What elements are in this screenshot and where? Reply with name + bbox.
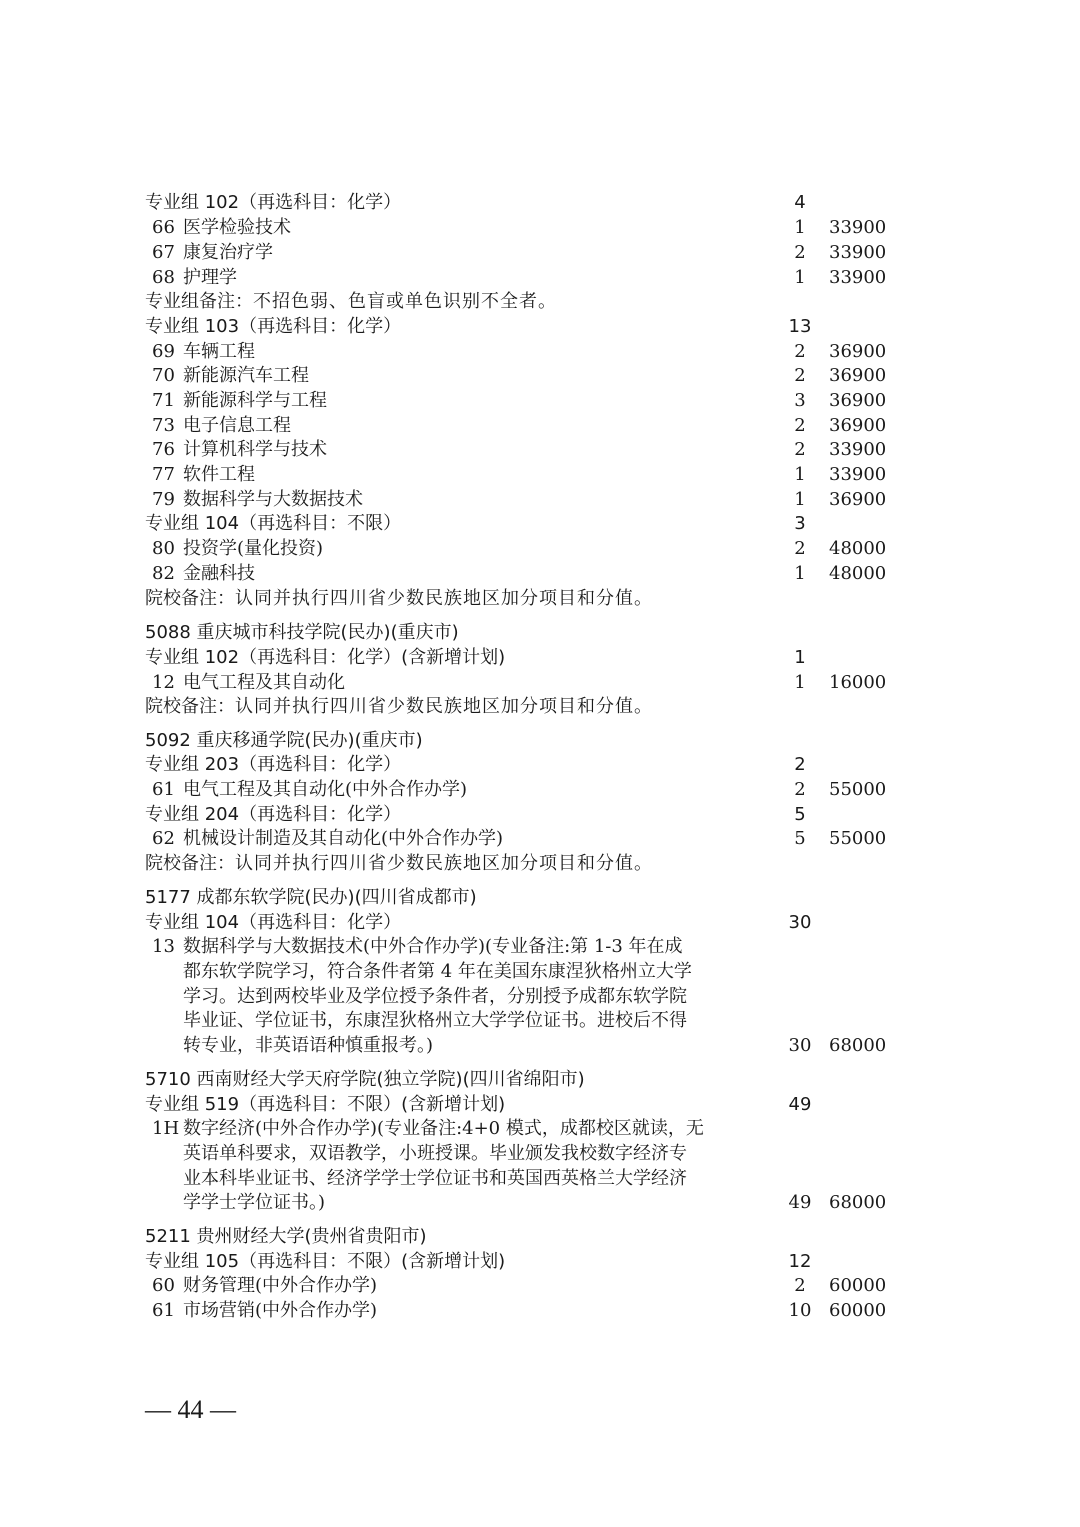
remark-text: 认同并执行四川省少数民族地区加分项目和分值。	[235, 696, 653, 717]
remark-row	[0, 851, 1080, 876]
group-label: 专业组 519（再选科目：不限）(含新增计划)	[145, 1094, 506, 1115]
major-code: 66	[152, 217, 175, 238]
major-row	[0, 437, 1080, 462]
remark-text: 认同并执行四川省少数民族地区加分项目和分值。	[235, 853, 653, 874]
plan-count: 4	[794, 192, 806, 213]
major-name: 投资学(量化投资)	[183, 538, 324, 559]
group-label: 专业组 102（再选科目：化学）	[145, 192, 402, 213]
group-row	[0, 1249, 1080, 1274]
tuition-fee: 48000	[829, 563, 887, 584]
plan-count: 2	[794, 242, 806, 263]
remark-row	[0, 586, 1080, 611]
tuition-fee: 16000	[829, 672, 887, 693]
school-title: 5211 贵州财经大学(贵州省贵阳市)	[145, 1226, 427, 1247]
plan-count: 3	[794, 513, 806, 534]
plan-count: 10	[788, 1300, 812, 1321]
major-code: 1H	[152, 1118, 180, 1139]
plan-count: 1	[794, 464, 806, 485]
major-row	[0, 265, 1080, 290]
school-title: 5088 重庆城市科技学院(民办)(重庆市)	[145, 622, 459, 643]
school-header	[0, 1224, 1080, 1249]
major-row	[0, 240, 1080, 265]
major-row	[0, 561, 1080, 586]
school-header	[0, 620, 1080, 645]
major-row	[0, 363, 1080, 388]
major-row	[0, 215, 1080, 240]
major-note-text: 毕业证、学位证书，东康涅狄格州立大学学位证书。进校后不得	[183, 1010, 687, 1031]
remark-text: 不招色弱、色盲或单色识别不全者。	[253, 291, 557, 312]
major-continuation-row	[0, 1190, 1080, 1215]
group-row	[0, 910, 1080, 935]
major-row	[0, 339, 1080, 364]
major-name: 市场营销(中外合作办学)	[183, 1300, 378, 1321]
major-continuation-row	[0, 1033, 1080, 1058]
school-header	[0, 728, 1080, 753]
plan-count: 2	[794, 415, 806, 436]
major-name: 电气工程及其自动化	[183, 672, 345, 693]
plan-count: 5	[794, 828, 806, 849]
group-label: 专业组 103（再选科目：化学）	[145, 316, 402, 337]
group-label: 专业组 105（再选科目：不限）(含新增计划)	[145, 1251, 506, 1272]
group-label: 专业组 104（再选科目：化学）	[145, 912, 402, 933]
plan-count: 1	[794, 267, 806, 288]
major-code: 73	[152, 415, 175, 436]
remark-label: 专业组备注：	[145, 291, 253, 312]
major-name: 数据科学与大数据技术(中外合作办学)(专业备注:第 1-3 年在成	[183, 936, 683, 957]
major-note-text: 学学士学位证书。)	[183, 1192, 326, 1213]
group-row	[0, 645, 1080, 670]
plan-count: 30	[788, 1035, 812, 1056]
plan-count: 49	[788, 1094, 812, 1115]
tuition-fee: 48000	[829, 538, 887, 559]
tuition-fee: 68000	[829, 1192, 887, 1213]
group-row	[0, 802, 1080, 827]
tuition-fee: 68000	[829, 1035, 887, 1056]
major-name: 电子信息工程	[183, 415, 291, 436]
major-name: 机械设计制造及其自动化(中外合作办学)	[183, 828, 504, 849]
major-row	[0, 413, 1080, 438]
major-name: 车辆工程	[183, 341, 255, 362]
major-row	[0, 487, 1080, 512]
major-note-text: 学习。达到两校毕业及学位授予条件者，分别授予成都东软学院	[183, 986, 687, 1007]
major-code: 76	[152, 439, 175, 460]
major-row	[0, 670, 1080, 695]
major-code: 67	[152, 242, 175, 263]
major-note-text: 转专业，非英语语种慎重报考。)	[183, 1035, 434, 1056]
major-continuation-row	[0, 1141, 1080, 1166]
major-note-text: 英语单科要求，双语教学，小班授课。毕业颁发我校数字经济专	[183, 1143, 687, 1164]
tuition-fee: 33900	[829, 464, 887, 485]
major-name: 医学检验技术	[183, 217, 291, 238]
remark-label: 院校备注：	[145, 853, 235, 874]
major-code: 60	[152, 1275, 175, 1296]
plan-count: 2	[794, 341, 806, 362]
plan-count: 1	[794, 489, 806, 510]
tuition-fee: 33900	[829, 267, 887, 288]
plan-count: 5	[794, 804, 806, 825]
plan-count: 13	[788, 316, 812, 337]
tuition-fee: 36900	[829, 341, 887, 362]
tuition-fee: 33900	[829, 217, 887, 238]
major-code: 69	[152, 341, 175, 362]
tuition-fee: 55000	[829, 828, 887, 849]
tuition-fee: 36900	[829, 415, 887, 436]
major-row	[0, 1298, 1080, 1323]
major-name: 护理学	[183, 267, 237, 288]
plan-count: 2	[794, 1275, 806, 1296]
group-label: 专业组 203（再选科目：化学）	[145, 754, 402, 775]
major-continuation-row	[0, 959, 1080, 984]
major-code: 12	[152, 672, 175, 693]
school-title: 5177 成都东软学院(民办)(四川省成都市)	[145, 887, 477, 908]
major-code: 79	[152, 489, 175, 510]
major-code: 70	[152, 365, 175, 386]
remark-row	[0, 694, 1080, 719]
school-title: 5092 重庆移通学院(民办)(重庆市)	[145, 730, 423, 751]
major-code: 68	[152, 267, 175, 288]
group-label: 专业组 104（再选科目：不限）	[145, 513, 402, 534]
major-code: 61	[152, 1300, 175, 1321]
group-row	[0, 511, 1080, 536]
major-code: 61	[152, 779, 175, 800]
major-name: 财务管理(中外合作办学)	[183, 1275, 378, 1296]
group-label: 专业组 102（再选科目：化学）(含新增计划)	[145, 647, 506, 668]
plan-count: 2	[794, 779, 806, 800]
plan-count: 3	[794, 390, 806, 411]
plan-count: 2	[794, 365, 806, 386]
plan-count: 1	[794, 672, 806, 693]
major-code: 62	[152, 828, 175, 849]
major-name: 新能源科学与工程	[183, 390, 327, 411]
major-continuation-row	[0, 1166, 1080, 1191]
plan-count: 30	[788, 912, 812, 933]
school-header	[0, 885, 1080, 910]
major-row	[0, 934, 1080, 959]
tuition-fee: 36900	[829, 365, 887, 386]
major-name: 电气工程及其自动化(中外合作办学)	[183, 779, 468, 800]
tuition-fee: 36900	[829, 390, 887, 411]
major-note-text: 都东软学院学习，符合条件者第 4 年在美国东康涅狄格州立大学	[183, 961, 692, 982]
group-label: 专业组 204（再选科目：化学）	[145, 804, 402, 825]
remark-label: 院校备注：	[145, 588, 235, 609]
group-row	[0, 314, 1080, 339]
plan-count: 1	[794, 563, 806, 584]
plan-count: 12	[788, 1251, 812, 1272]
major-continuation-row	[0, 984, 1080, 1009]
remark-row	[0, 289, 1080, 314]
major-row	[0, 388, 1080, 413]
major-name: 新能源汽车工程	[183, 365, 309, 386]
tuition-fee: 36900	[829, 489, 887, 510]
major-code: 77	[152, 464, 175, 485]
major-row	[0, 1116, 1080, 1141]
plan-count: 1	[794, 217, 806, 238]
page-number: — 44 —	[145, 1395, 236, 1424]
plan-count: 49	[788, 1192, 812, 1213]
school-title: 5710 西南财经大学天府学院(独立学院)(四川省绵阳市)	[145, 1069, 585, 1090]
major-name: 康复治疗学	[183, 242, 273, 263]
major-name: 数据科学与大数据技术	[183, 489, 363, 510]
plan-count: 1	[794, 647, 806, 668]
major-name: 计算机科学与技术	[183, 439, 327, 460]
tuition-fee: 60000	[829, 1300, 887, 1321]
major-code: 80	[152, 538, 175, 559]
remark-text: 认同并执行四川省少数民族地区加分项目和分值。	[235, 588, 653, 609]
major-row	[0, 777, 1080, 802]
major-row	[0, 826, 1080, 851]
major-name: 数字经济(中外合作办学)(专业备注:4+0 模式，成都校区就读，无	[183, 1118, 704, 1139]
major-row	[0, 536, 1080, 561]
major-row	[0, 1273, 1080, 1298]
tuition-fee: 55000	[829, 779, 887, 800]
major-code: 82	[152, 563, 175, 584]
plan-count: 2	[794, 538, 806, 559]
major-code: 13	[152, 936, 175, 957]
major-row	[0, 462, 1080, 487]
major-name: 金融科技	[183, 563, 255, 584]
tuition-fee: 60000	[829, 1275, 887, 1296]
group-row	[0, 1092, 1080, 1117]
group-row	[0, 190, 1080, 215]
plan-count: 2	[794, 754, 806, 775]
tuition-fee: 33900	[829, 242, 887, 263]
tuition-fee: 33900	[829, 439, 887, 460]
school-header	[0, 1067, 1080, 1092]
major-code: 71	[152, 390, 175, 411]
major-note-text: 业本科毕业证书、经济学学士学位证书和英国西英格兰大学经济	[183, 1168, 687, 1189]
major-name: 软件工程	[183, 464, 255, 485]
major-continuation-row	[0, 1008, 1080, 1033]
group-row	[0, 752, 1080, 777]
plan-count: 2	[794, 439, 806, 460]
remark-label: 院校备注：	[145, 696, 235, 717]
